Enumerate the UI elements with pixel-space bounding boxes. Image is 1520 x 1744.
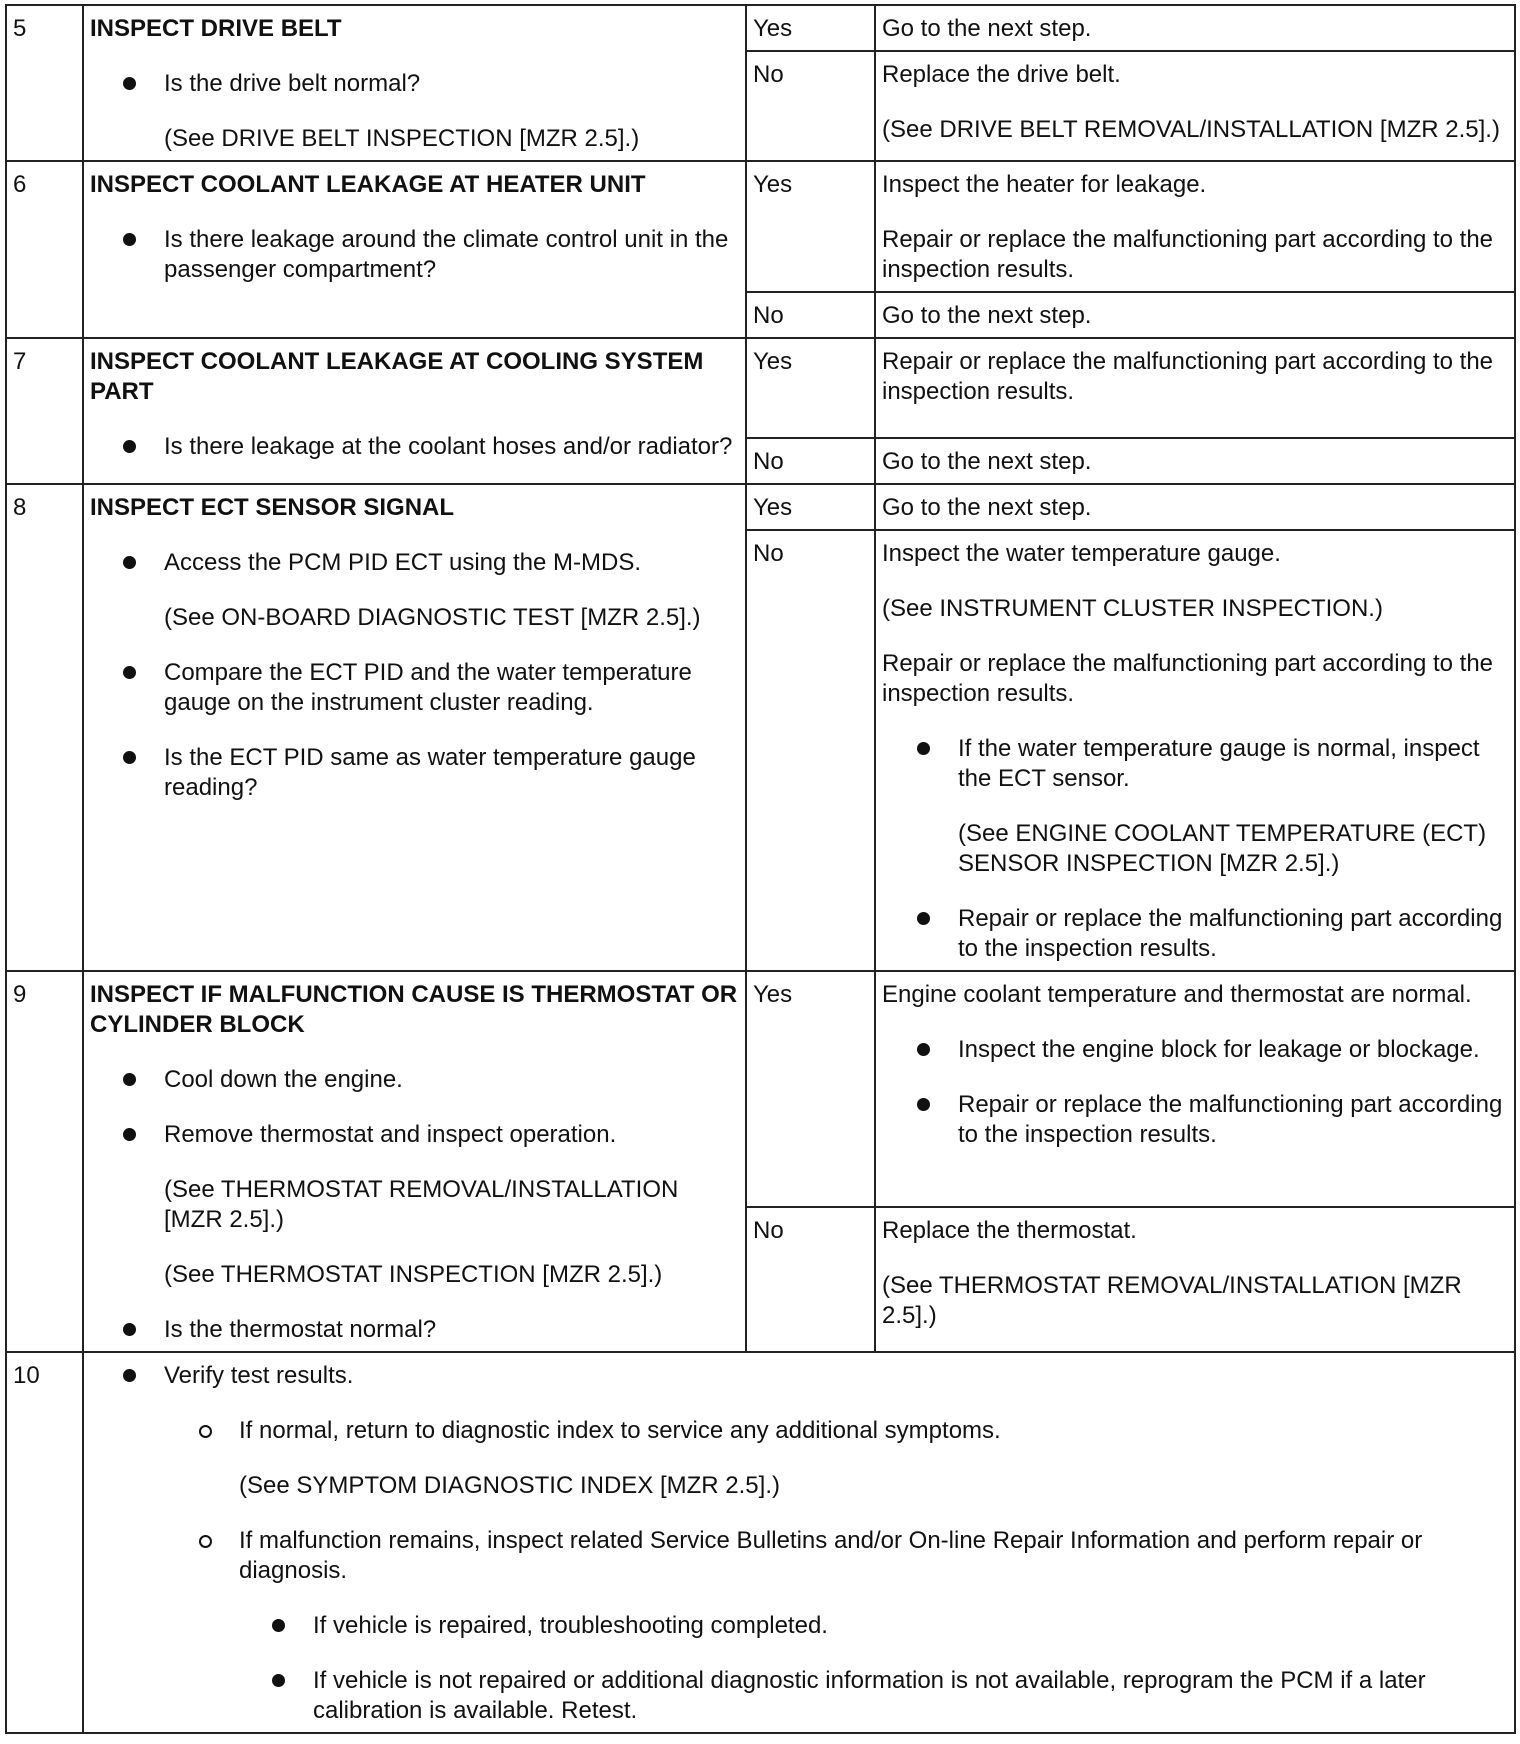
list-item: Is the ECT PID same as water temperature gauge reading?: [164, 743, 739, 803]
reference-text: (See DRIVE BELT REMOVAL/INSTALLATION [MZR 2.5].): [882, 116, 1500, 143]
action-text: Inspect the heater for leakage.: [882, 171, 1207, 198]
step-title: INSPECT ECT SENSOR SIGNAL: [90, 494, 455, 521]
action-text: Repair or replace the malfunctioning part according to the inspection results.: [882, 226, 1494, 283]
action-text: Replace the drive belt.: [882, 61, 1121, 88]
step-action-cell: [83, 971, 746, 1352]
action-text: Engine coolant temperature and thermostat are normal.: [882, 981, 1472, 1008]
step-title: INSPECT DRIVE BELT: [90, 15, 342, 42]
list-item: If vehicle is not repaired or additional diagnostic information is not available, reprogram the PCM if a later calibration is available. Retest.: [313, 1666, 1508, 1726]
step-action-cell: [83, 1352, 1515, 1733]
result-yes: Yes: [746, 338, 875, 438]
list-item: Is the thermostat normal?: [164, 1315, 739, 1345]
step-action-cell: [83, 338, 746, 484]
list-item-text: Verify test results.: [164, 1362, 354, 1389]
reference-text: (See ENGINE COOLANT TEMPERATURE (ECT) SENSOR INSPECTION [MZR 2.5].): [958, 820, 1487, 877]
result-no: No: [746, 1207, 875, 1352]
list-item: [164, 69, 739, 154]
result-action: Go to the next step.: [875, 5, 1515, 51]
list-item: [164, 1361, 1508, 1726]
step-title: INSPECT IF MALFUNCTION CAUSE IS THERMOSTAT OR CYLINDER BLOCK: [90, 981, 738, 1038]
list-item: Inspect the engine block for leakage or blockage.: [958, 1035, 1508, 1065]
result-no: No: [746, 292, 875, 338]
bullet-list: [90, 225, 739, 285]
bullet-list: [90, 1065, 739, 1345]
step-8-yes-row: [6, 484, 1515, 530]
step-6-yes-row: [6, 161, 1515, 292]
reference-text: (See THERMOSTAT INSPECTION [MZR 2.5].): [164, 1261, 663, 1288]
step-title: INSPECT COOLANT LEAKAGE AT COOLING SYSTEM PART: [90, 348, 704, 405]
step-number: 7: [6, 338, 83, 484]
list-item-text: Remove thermostat and inspect operation.: [164, 1121, 617, 1148]
result-yes: Yes: [746, 161, 875, 292]
step-number: 10: [6, 1352, 83, 1733]
list-item-text: If normal, return to diagnostic index to service any additional symptoms.: [239, 1417, 1001, 1444]
list-item: [239, 1526, 1508, 1726]
bullet-list: [90, 1361, 1508, 1726]
action-text: Replace the thermostat.: [882, 1217, 1137, 1244]
bullet-list: [882, 734, 1508, 964]
reference-text: (See THERMOSTAT REMOVAL/INSTALLATION [MZR 2.5].): [164, 1176, 679, 1233]
result-action: [875, 161, 1515, 292]
step-10-row: [6, 1352, 1515, 1733]
result-yes: Yes: [746, 484, 875, 530]
step-9-yes-row: [6, 971, 1515, 1207]
circle-list: [164, 1416, 1508, 1726]
step-5-yes-row: [6, 5, 1515, 51]
list-item-text: Is the drive belt normal?: [164, 70, 421, 97]
list-item: Is there leakage at the coolant hoses and/or radiator?: [164, 432, 739, 462]
result-action: [875, 530, 1515, 971]
result-no: No: [746, 438, 875, 484]
bullet-list: [90, 432, 739, 462]
list-item: Is there leakage around the climate control unit in the passenger compartment?: [164, 225, 739, 285]
step-title: INSPECT COOLANT LEAKAGE AT HEATER UNIT: [90, 171, 646, 198]
step-action-cell: [83, 5, 746, 161]
list-item: Compare the ECT PID and the water temperature gauge on the instrument cluster reading.: [164, 658, 739, 718]
list-item: [239, 1416, 1508, 1501]
result-action: Repair or replace the malfunctioning part according to the inspection results.: [875, 338, 1515, 438]
list-item-text: If the water temperature gauge is normal, inspect the ECT sensor.: [958, 735, 1480, 792]
reference-text: (See INSTRUMENT CLUSTER INSPECTION.): [882, 595, 1383, 622]
reference-text: (See THERMOSTAT REMOVAL/INSTALLATION [MZR 2.5].): [882, 1272, 1462, 1329]
step-number: 8: [6, 484, 83, 971]
reference-text: (See ON-BOARD DIAGNOSTIC TEST [MZR 2.5].): [164, 604, 701, 631]
step-number: 5: [6, 5, 83, 161]
result-yes: Yes: [746, 5, 875, 51]
bullet-list: [882, 1035, 1508, 1150]
result-action: Go to the next step.: [875, 438, 1515, 484]
step-number: 6: [6, 161, 83, 338]
bullet-list: [90, 69, 739, 154]
result-yes: Yes: [746, 971, 875, 1207]
reference-text: (See DRIVE BELT INSPECTION [MZR 2.5].): [164, 125, 640, 152]
step-number: 9: [6, 971, 83, 1352]
bullet-list: [90, 548, 739, 803]
list-item: If vehicle is repaired, troubleshooting completed.: [313, 1611, 1508, 1641]
step-action-cell: [83, 484, 746, 971]
result-action: [875, 971, 1515, 1207]
action-text: Repair or replace the malfunctioning part according to the inspection results.: [882, 650, 1494, 707]
action-text: Inspect the water temperature gauge.: [882, 540, 1281, 567]
step-7-yes-row: [6, 338, 1515, 438]
result-no: No: [746, 51, 875, 161]
result-no: No: [746, 530, 875, 971]
list-item: Cool down the engine.: [164, 1065, 739, 1095]
diagnostic-table: [5, 4, 1516, 1734]
list-item-text: If malfunction remains, inspect related Service Bulletins and/or On-line Repair Information and perform repair or diagnosis.: [239, 1527, 1423, 1584]
list-item-text: Access the PCM PID ECT using the M-MDS.: [164, 549, 642, 576]
result-action: [875, 51, 1515, 161]
result-action: [875, 1207, 1515, 1352]
list-item: [958, 734, 1508, 879]
list-item: Repair or replace the malfunctioning part according to the inspection results.: [958, 1090, 1508, 1150]
list-item: [164, 548, 739, 633]
reference-text: (See SYMPTOM DIAGNOSTIC INDEX [MZR 2.5].): [239, 1472, 780, 1499]
step-action-cell: [83, 161, 746, 338]
list-item: Repair or replace the malfunctioning part according to the inspection results.: [958, 904, 1508, 964]
bullet-list: [239, 1611, 1508, 1726]
list-item: [164, 1120, 739, 1290]
result-action: Go to the next step.: [875, 484, 1515, 530]
result-action: Go to the next step.: [875, 292, 1515, 338]
